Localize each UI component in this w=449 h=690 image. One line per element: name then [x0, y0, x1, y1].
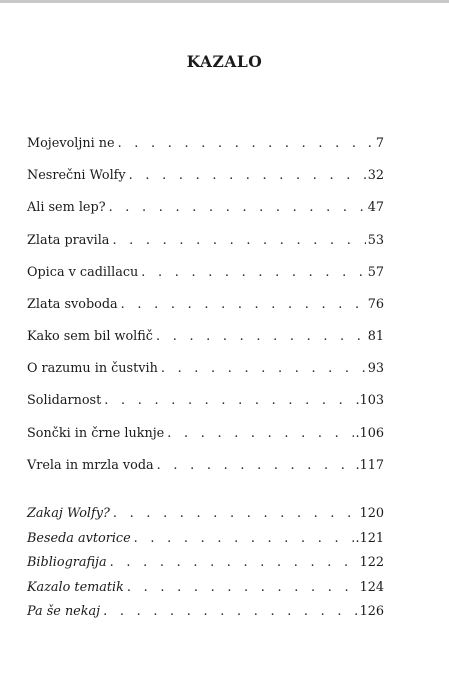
toc-entry-page: 124	[359, 580, 384, 595]
toc-entry-page: .106	[355, 426, 384, 441]
toc-entry	[27, 136, 384, 152]
toc-appendix-entry	[27, 604, 384, 620]
toc-entry-page: 120	[359, 506, 384, 521]
toc-leader-dots	[101, 393, 353, 409]
toc-entry	[27, 233, 384, 249]
toc-entry-title: Vrela in mrzla voda	[27, 458, 154, 473]
page-title: KAZALO	[186, 52, 263, 71]
toc-entry-title: Zlata svoboda	[27, 297, 118, 312]
toc-entry-title: Solidarnost	[27, 393, 102, 408]
toc-leader-dots	[110, 506, 358, 522]
toc-entry-page: 76	[367, 297, 384, 312]
toc-entry	[27, 265, 384, 281]
toc-leader-dots	[131, 531, 354, 547]
toc-entry-title: Kazalo tematik	[27, 580, 124, 595]
toc-leader-dots	[100, 604, 357, 620]
toc-entry-page: 126	[359, 604, 384, 619]
toc-entry-page: 47	[367, 200, 384, 215]
toc-entry-title: Nesrečni Wolfy	[27, 168, 126, 183]
toc-appendix-entry	[27, 506, 384, 522]
toc-entry	[27, 393, 384, 409]
toc-entry-title: O razumu in čustvih	[27, 361, 158, 376]
toc-entry-page: . 7	[367, 136, 384, 151]
toc-entry	[27, 297, 384, 313]
toc-entry-page: .103	[355, 393, 384, 408]
toc-leader-dots	[138, 265, 365, 281]
toc-appendix-entry	[27, 531, 384, 547]
toc-entry-title: Bibliografija	[27, 555, 107, 570]
toc-entry-title: Opica v cadillacu	[27, 265, 139, 280]
toc-leader-dots	[124, 580, 358, 596]
toc-entry	[27, 458, 384, 474]
toc-entry	[27, 361, 384, 377]
toc-leader-dots	[154, 458, 354, 474]
toc-entry-title: Mojevoljni ne	[27, 136, 115, 151]
toc-entry-page: 81	[367, 329, 384, 344]
toc-entry	[27, 168, 384, 184]
toc-entry-title: Pa še nekaj	[27, 604, 101, 619]
toc-entry	[27, 200, 384, 216]
toc-entry-page: 93	[367, 361, 384, 376]
toc-entry-page: 32	[367, 168, 384, 183]
toc-leader-dots	[126, 168, 366, 184]
toc-leader-dots	[118, 297, 366, 313]
toc-leader-dots	[107, 555, 358, 571]
toc-entry-page: .121	[355, 531, 384, 546]
toc-entry-title: Ali sem lep?	[27, 200, 106, 215]
toc-entry-title: Beseda avtorice	[27, 531, 131, 546]
toc-entry	[27, 329, 384, 345]
toc-leader-dots	[164, 426, 353, 442]
toc-entry	[27, 426, 384, 442]
toc-entry-page: 122	[359, 555, 384, 570]
toc-leader-dots	[109, 233, 365, 249]
toc-entry-title: Zakaj Wolfy?	[27, 506, 110, 521]
toc-leader-dots	[106, 200, 366, 216]
toc-entry-page: .117	[355, 458, 384, 473]
toc-appendix-entry	[27, 555, 384, 571]
toc-entry-page: 53	[367, 233, 384, 248]
toc-entry-title: Zlata pravila	[27, 233, 110, 248]
toc-entry-title: Kako sem bil wolfič	[27, 329, 153, 344]
toc-appendix-entry	[27, 580, 384, 596]
toc-leader-dots	[153, 329, 366, 345]
toc-leader-dots	[158, 361, 366, 377]
toc-leader-dots	[115, 136, 366, 152]
toc-entry-title: Sončki in črne luknje	[27, 426, 165, 441]
toc-entry-page: 57	[367, 265, 384, 280]
